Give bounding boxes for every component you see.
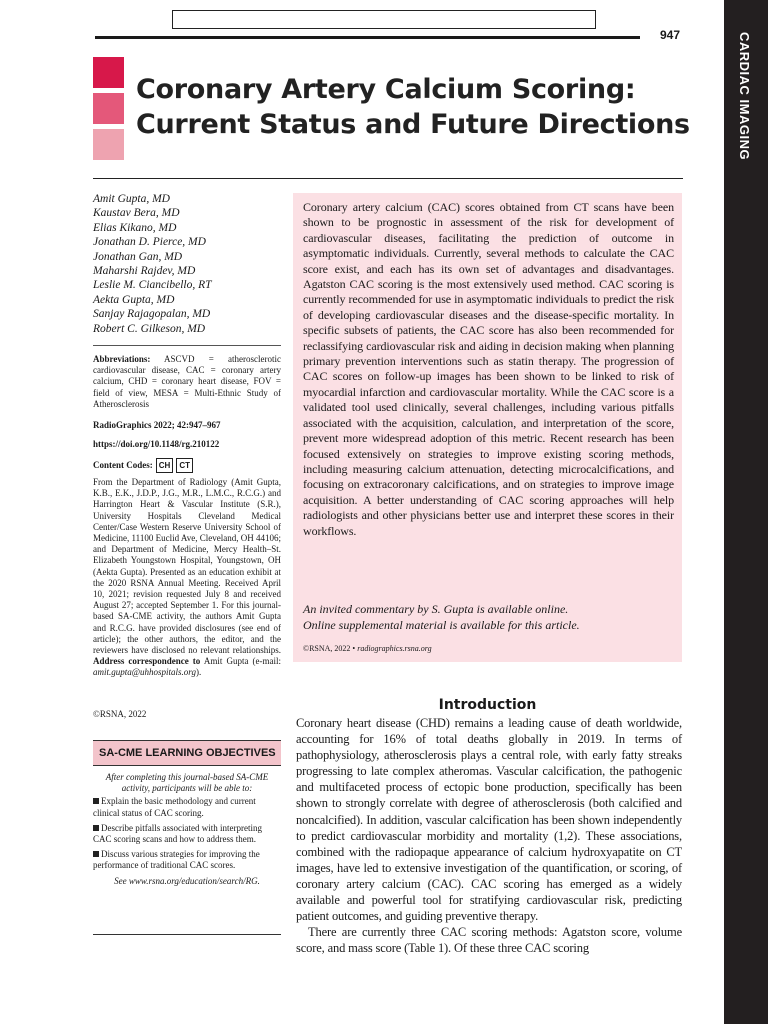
author: Robert C. Gilkeson, MD [93,322,206,335]
bullet-icon [93,825,99,831]
author: Aekta Gupta, MD [93,293,175,306]
invited-commentary-line: An invited commentary by S. Gupta is available online. [303,602,569,616]
author: Elias Kikano, MD [93,221,177,234]
author: Leslie M. Ciancibello, RT [93,279,212,292]
abstract-text: Coronary artery calcium (CAC) scores obtained from CT scans have been shown to be prognostic in assessment of the risk for development of cardiovascular diseases, facilitating the prediction of outcome in asymptomatic individuals. Currently, several methods to calculate the CAC score exist, and each has its own set of advantages and disadvantages. Agatston CAC scoring is the most extensively used method. CAC scoring is currently recommended for use in asymptomatic individuals to predict the risk of developing cardiovascular diseases and the disease-specific mortality. In specific subsets of patients, the CAC score has also been recommended for reclassifying cardiovascular risk and aiding in decision making when planning primary prevention interventions such as statin therapy. The progression of CAC scores on follow-up images has been shown to be linked to risk of myocardial infarction and cardiovascular mortality. While the CAC score is a validated tool used clinically, several challenges, including various pitfalls associated with the acquisition, calculation, and interpretation of the score, prevent more widespread adoption of this metric. Recent research has been focused extensively on strategies to improve existing scoring methods, including measuring calcium attenuation, detecting microcalcifications, and focusing on extracoronary calcifications, and on strategies to improve image acquisition. A better understanding of CAC scoring approaches will help radiologists and other physicians better use and interpret these scores in their workflows. [303,200,674,538]
cme-objective-text: Explain the basic methodology and current clinical status of CAC scoring. [93,796,256,818]
section-label: CARDIAC IMAGING [737,32,752,161]
bullet-icon [93,798,99,804]
address-text: Amit Gupta (e-mail: [203,656,281,667]
article-title [136,72,716,142]
bullet-icon [93,851,99,857]
content-codes [93,458,281,473]
cme-objective-text: Describe pitfalls associated with interpreting CAC scoring scans and how to address them. [93,822,262,845]
cme-objective [93,849,281,871]
cme-see-link[interactable]: See www.rsna.org/education/search/RG. [114,875,260,886]
header-box [172,10,596,29]
affiliation-note [93,477,281,679]
copyright-left: ©RSNA, 2022 [93,709,147,719]
address-close: ). [195,667,202,678]
cme-objective-text: Discuss various strategies for improving the performance of traditional CAC scores. [93,849,260,871]
cme-objective [93,796,281,818]
author: Jonathan D. Pierce, MD [93,236,206,249]
decorative-square-dark [93,57,124,88]
abbreviations-rule [93,345,281,346]
journal-citation: RadioGraphics 2022; 42:947–967 [93,420,221,430]
page-number: 947 [660,28,681,42]
introduction-body [296,715,682,956]
abstract-copyright [303,644,432,653]
cme-heading: SA-CME LEARNING OBJECTIVES [93,740,281,766]
decorative-square-medium [93,93,124,124]
author: Amit Gupta, MD [93,193,170,205]
header-rule [95,36,640,39]
abbreviations [93,354,281,410]
affiliation-text: From the Department of Radiology (Amit Gupta, K.B., E.K., J.D.P., J.G., M.R., L.M.C., R.C.G.) and Harrington Heart & Vascular Institute (S.R.), University Hospitals Cleveland Medical Center/Case Western Reserve University School of Medicine, 11100 Euclid Ave, Cleveland, OH 44106; and Department of Medicine, Mercy Health–St. Elizabeth Youngstown Hospital, Youngstown, OH (Aekta Gupta). Presented as an education exhibit at the 2020 RSNA Annual Meeting. Received April 10, 2021; revision requested July 8 and received August 27; accepted September 1. For this journal-based SA-CME activity, the authors Amit Gupta and R.C.G. have provided disclosures (see end of article); the other authors, the editor, and the reviewers have disclosed no relevant relationships. [93,477,281,656]
supplemental-material-line: Online supplemental material is available for this article. [303,617,580,632]
content-codes-label: Content Codes: [93,460,153,470]
address-label: Address correspondence to [93,656,201,667]
content-code-badge: CH [156,458,174,473]
abstract-copyright-text: ©RSNA, 2022 • [303,644,356,653]
author: Jonathan Gan, MD [93,250,183,263]
cme-intro: After completing this journal-based SA-CME activity, participants will be able to: [105,772,269,794]
doi-link[interactable]: https://doi.org/10.1148/rg.210122 [93,439,220,449]
invited-commentary-note [303,602,674,633]
journal-site-link[interactable]: radiographics.rsna.org [357,644,432,653]
introduction-heading: Introduction [438,697,537,713]
content-code-badge: CT [176,458,193,473]
decorative-square-light [93,129,124,160]
author-list [93,192,212,336]
author: Kaustav Bera, MD [93,207,180,220]
introduction-paragraph: Coronary heart disease (CHD) remains a leading cause of death worldwide, accounting for 16% of total deaths globally in 2019. In terms of pathophysiology, atherosclerosis plays a central role, with early fatty streaks progressing to late complex atheromas. Vascular calcification, the pathogenic and multifaceted process of ectopic bone production, specifically has been shown to strongly correlate with degree of atherosclerosis (both calcified and noncalcified). In addition, vascular calcification has been shown independently to predict cardiovascular morbidity and mortality (1,2). These associations, combined with the radiopaque appearance of calcium hydroxyapatite on CT images, have led to extensive investigation of the quantification, or scoring, of coronary artery calcium (CAC). CAC scoring has emerged as a widely available and powerful tool for stratifying cardiovascular risk, predicting patient outcomes, and guiding preventive therapy. [296,716,682,924]
cme-objectives-box [93,740,281,890]
introduction-paragraph: There are currently three CAC scoring methods: Agatston score, volume score, and mass score (Table 1). Of these three CAC scoring [296,925,682,956]
cme-objective-list [93,794,281,871]
abbreviations-text: ASCVD = atherosclerotic cardiovascular disease, CAC = coronary artery calcium, CHD = coronary heart disease, FOV = field of view, MESA = Multi-Ethnic Study of Atherosclerosis [93,354,281,409]
cme-objective [93,823,281,845]
cme-bottom-rule [93,934,281,935]
title-rule [93,178,683,179]
author: Maharshi Rajdev, MD [93,265,196,278]
abbreviations-label: Abbreviations: [93,354,151,364]
author: Sanjay Rajagopalan, MD [93,308,211,321]
address-email[interactable]: amit.gupta@uhhospitals.org [93,667,196,678]
title-line-2: Current Status and Future Directions [136,109,690,140]
title-line-1: Coronary Artery Calcium Scoring: [136,74,636,105]
